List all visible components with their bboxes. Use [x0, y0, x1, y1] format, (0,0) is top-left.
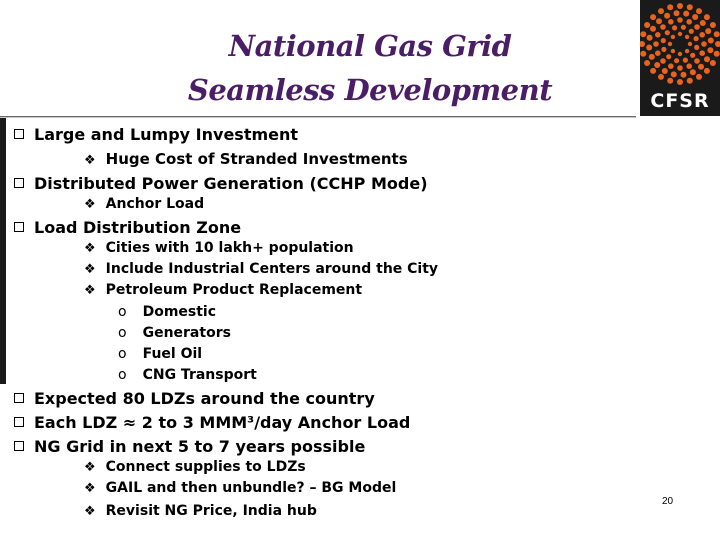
slide-title: [150, 24, 590, 112]
logo-dot: [683, 58, 688, 63]
logo-dot: [690, 53, 695, 58]
title-divider-shadow: [0, 117, 636, 118]
sub-bullet-item: [84, 150, 408, 168]
logo-dot: [671, 71, 677, 77]
logo-dot: [688, 42, 692, 46]
bullet-item: [14, 389, 375, 408]
logo-dot: [710, 22, 716, 28]
circle-bullet-icon: o: [118, 346, 127, 362]
bullet-text: Distributed Power Generation (CCHP Mode): [34, 174, 428, 193]
logo-dot: [700, 20, 706, 26]
logo-dot: [696, 8, 702, 14]
checkbox-bullet-icon: [14, 417, 24, 427]
logo-dot: [704, 14, 710, 20]
logo-dot: [694, 45, 699, 50]
logo-dot: [672, 25, 677, 30]
logo-dot: [650, 26, 656, 32]
logo-dot: [707, 47, 713, 53]
logo-dot: [694, 36, 699, 41]
logo-dot: [677, 3, 683, 9]
logo-dot: [687, 78, 693, 84]
bullet-item: [14, 125, 298, 144]
logo-dot: [644, 60, 650, 66]
logo-dot: [649, 54, 655, 60]
page-number: 20: [662, 496, 674, 507]
logo-dot: [647, 35, 653, 41]
logo-dot: [677, 79, 683, 85]
left-accent-bar: [0, 118, 6, 384]
logo-dot: [660, 24, 666, 30]
logo-dot: [658, 8, 664, 14]
bullet-text: Each LDZ ≈ 2 to 3 MMM³/day Anchor Load: [34, 413, 411, 432]
logo-dot: [674, 10, 680, 16]
logo-dot: [664, 13, 670, 19]
bullet-text: Include Industrial Centers around the City: [105, 261, 439, 277]
logo-dot: [674, 58, 679, 63]
logo-dot: [650, 68, 656, 74]
logo-dot: [654, 62, 660, 68]
logo-dot: [677, 17, 683, 23]
logo-dot: [678, 52, 682, 56]
sub-bullet-item: [84, 261, 438, 277]
logo-dot: [690, 69, 696, 75]
sub-bullet-item: [84, 282, 362, 298]
circle-bullet-icon: o: [118, 304, 127, 320]
bullet-text: Huge Cost of Stranded Investments: [105, 150, 408, 168]
logo-dot: [661, 38, 666, 43]
bullet-text: Anchor Load: [105, 196, 205, 212]
bullet-text: Connect supplies to LDZs: [105, 459, 306, 475]
logo-dot: [667, 4, 673, 10]
checkbox-bullet-icon: [14, 178, 24, 188]
logo-dot: [681, 25, 686, 30]
checkbox-bullet-icon: [14, 222, 24, 232]
logo-dot: [710, 60, 716, 66]
bullet-text: Large and Lumpy Investment: [34, 125, 299, 144]
cfsr-logo: [640, 0, 720, 116]
logo-dot: [708, 38, 714, 44]
logo-dot: [667, 78, 673, 84]
sub-sub-bullet-item: [118, 325, 231, 341]
logo-dot: [668, 42, 672, 46]
logo-dot: [698, 64, 704, 70]
logo-dot: [699, 50, 705, 56]
sub-bullet-item: [84, 503, 317, 519]
bullet-text: Generators: [142, 325, 231, 341]
bullet-text: Expected 80 LDZs around the country: [34, 389, 375, 408]
logo-dot: [678, 32, 682, 36]
logo-dot: [650, 14, 656, 20]
logo-dot: [701, 41, 707, 47]
logo-dot: [655, 50, 661, 56]
logo-dot: [715, 41, 720, 47]
sub-bullet-item: [84, 459, 306, 475]
diamond-bullet-icon: ❖: [84, 153, 96, 168]
bullet-item: [14, 413, 410, 432]
logo-dot: [640, 51, 646, 57]
logo-dot: [668, 63, 674, 69]
bullet-text: Fuel Oil: [142, 346, 203, 362]
bullet-text: GAIL and then unbundle? – BG Model: [105, 480, 397, 496]
logo-dot: [660, 58, 666, 64]
logo-dot: [656, 18, 662, 24]
logo-text: CFSR: [650, 90, 710, 112]
logo-dot: [658, 74, 664, 80]
title-line-2: Seamless Development: [187, 73, 553, 107]
sub-bullet-item: [84, 240, 354, 256]
bullet-text: Load Distribution Zone: [34, 218, 242, 237]
logo-dot: [694, 24, 700, 30]
logo-dot: [694, 58, 700, 64]
sub-bullet-item: [84, 196, 204, 212]
logo-dot: [704, 56, 710, 62]
logo-dot: [665, 30, 670, 35]
logo-dot: [686, 63, 692, 69]
bullet-text: Revisit NG Price, India hub: [105, 503, 317, 519]
bullet-item: [14, 437, 365, 456]
logo-dot: [677, 65, 683, 71]
diamond-bullet-icon: ❖: [84, 197, 96, 212]
sub-sub-bullet-item: [118, 304, 216, 320]
sub-bullet-item: [84, 480, 396, 496]
logo-dot: [692, 14, 698, 20]
logo-dot: [704, 68, 710, 74]
logo-dot: [644, 22, 650, 28]
diamond-bullet-icon: ❖: [84, 460, 96, 475]
logo-dot: [685, 49, 689, 53]
logo-dot: [662, 68, 668, 74]
logo-dot: [714, 51, 720, 57]
logo-dot: [666, 54, 671, 59]
logo-dot: [687, 4, 693, 10]
checkbox-bullet-icon: [14, 393, 24, 403]
bullet-item: [14, 174, 428, 193]
diamond-bullet-icon: ❖: [84, 262, 96, 277]
logo-dot: [646, 45, 652, 51]
logo-dot: [696, 74, 702, 80]
logo-dot: [640, 31, 646, 37]
logo-dot: [686, 19, 692, 25]
logo-dot: [653, 41, 659, 47]
circle-bullet-icon: o: [118, 367, 127, 383]
logo-dot: [699, 32, 705, 38]
checkbox-bullet-icon: [14, 441, 24, 451]
logo-dot: [681, 72, 687, 78]
logo-dot: [714, 31, 720, 37]
diamond-bullet-icon: ❖: [84, 283, 96, 298]
bullet-text: NG Grid in next 5 to 7 years possible: [34, 437, 366, 456]
bullet-text: Petroleum Product Replacement: [105, 282, 363, 298]
logo-dot: [640, 41, 645, 47]
logo-dot: [685, 35, 689, 39]
logo-dot: [671, 49, 675, 53]
bullet-text: CNG Transport: [142, 367, 257, 383]
diamond-bullet-icon: ❖: [84, 481, 96, 496]
diamond-bullet-icon: ❖: [84, 241, 96, 256]
logo-dot: [668, 19, 674, 25]
logo-dot: [671, 35, 675, 39]
checkbox-bullet-icon: [14, 129, 24, 139]
bullet-text: Domestic: [142, 304, 217, 320]
circle-bullet-icon: o: [118, 325, 127, 341]
bullet-text: Cities with 10 lakh+ population: [105, 240, 354, 256]
logo-dot: [661, 47, 666, 52]
logo-dot: [705, 28, 711, 34]
logo-dot: [689, 29, 694, 34]
bullet-item: [14, 218, 241, 237]
sub-sub-bullet-item: [118, 367, 257, 383]
sub-sub-bullet-item: [118, 346, 202, 362]
diamond-bullet-icon: ❖: [84, 504, 96, 519]
logo-dot: [683, 11, 689, 17]
title-line-1: National Gas Grid: [228, 29, 512, 63]
logo-dot: [655, 32, 661, 38]
